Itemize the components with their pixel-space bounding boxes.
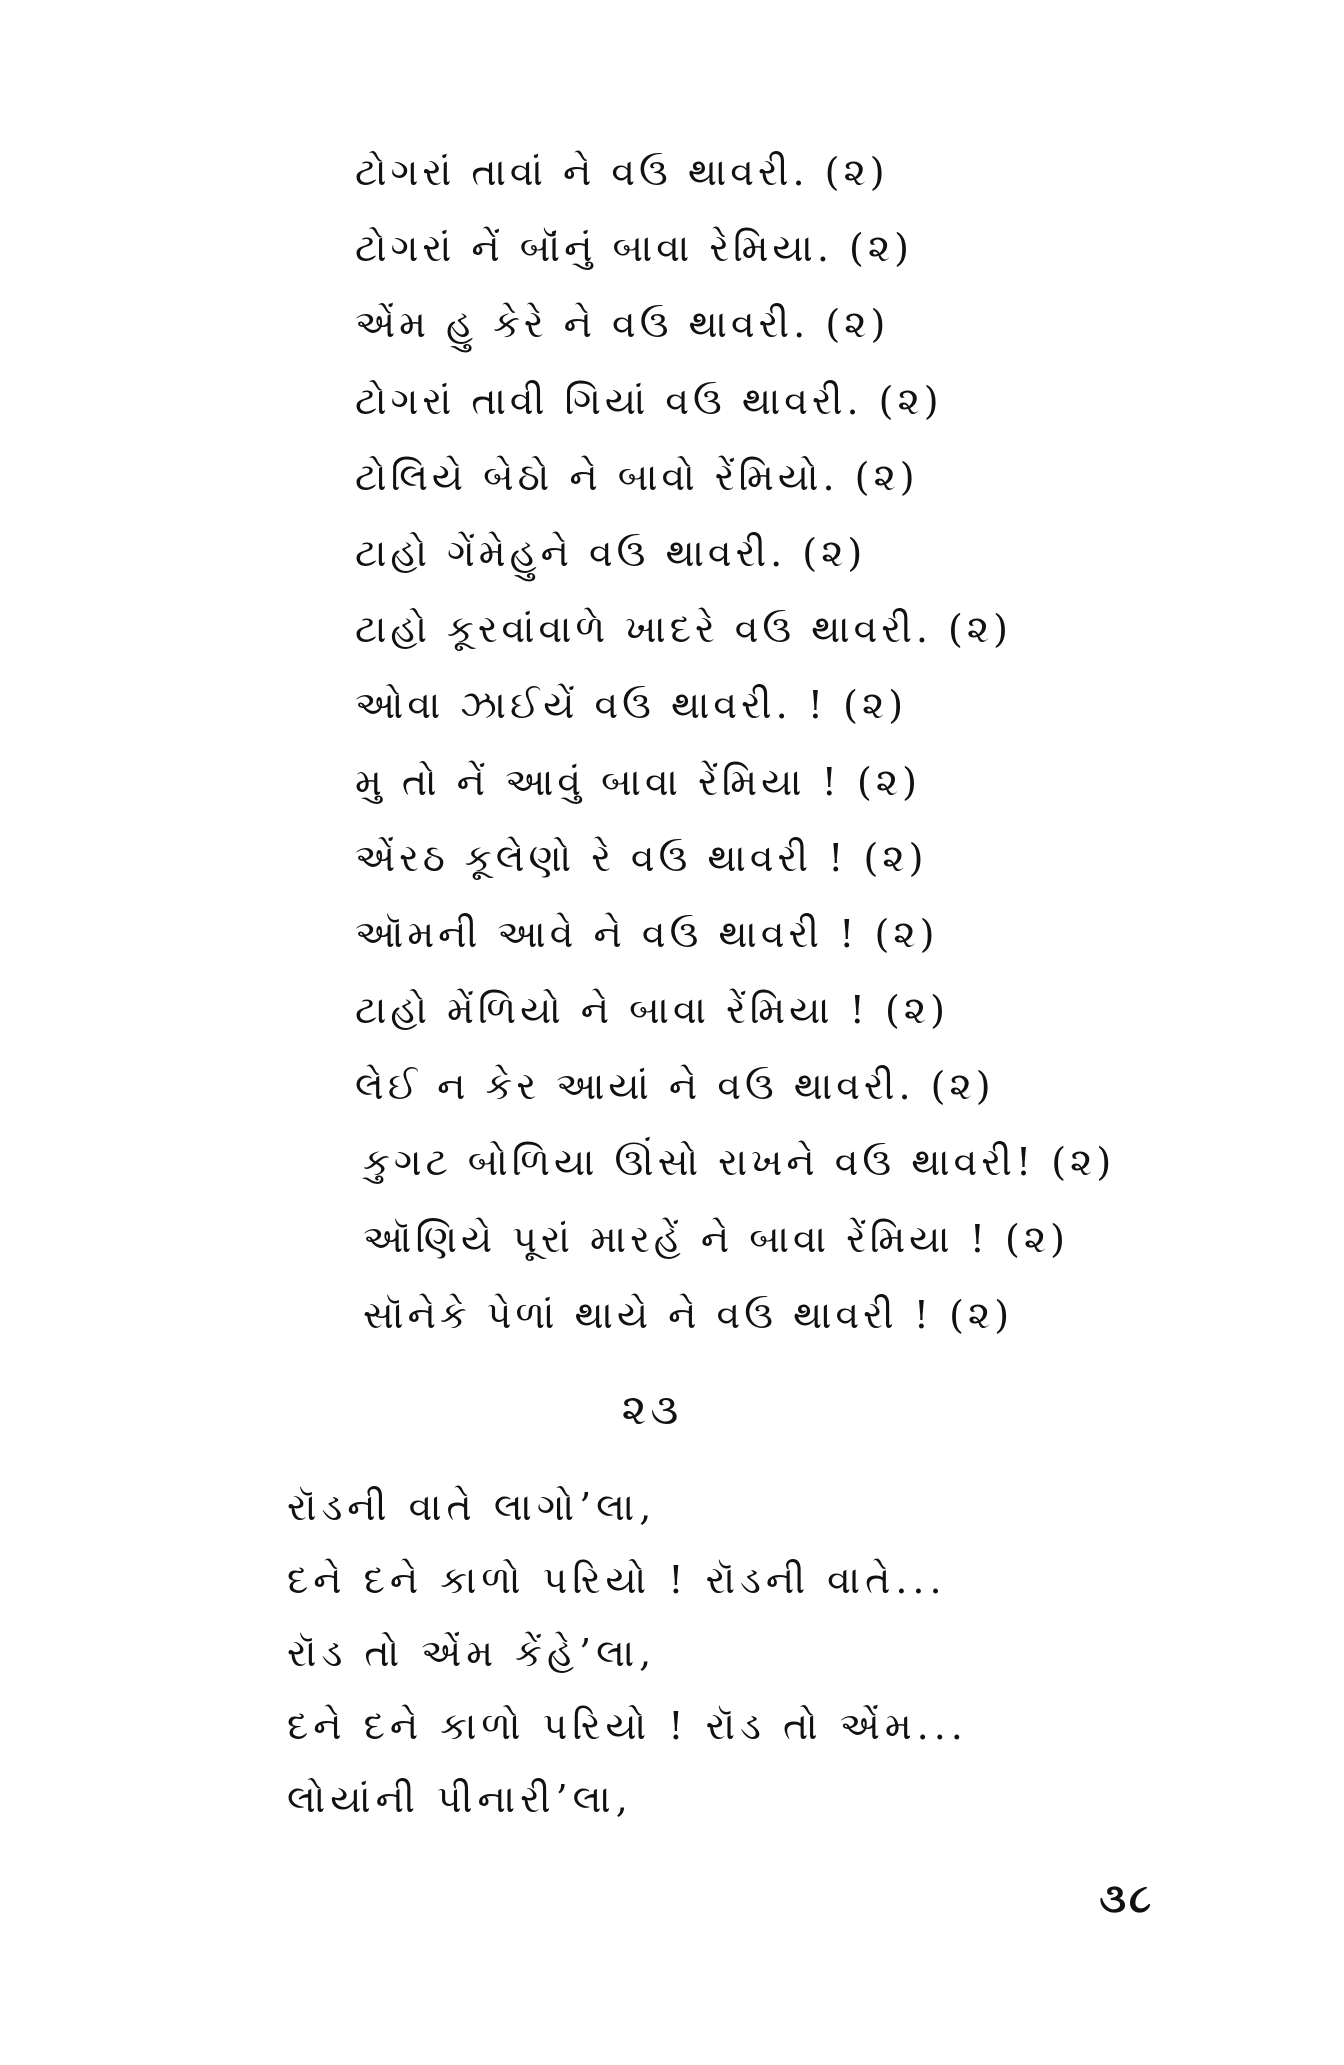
song-line: ટોગરાં તાવી ગિયાં વઉ થાવરી. (૨) <box>355 378 943 423</box>
poem-line: દને દને કાળો પરિયો ! રૉડની વાતે... <box>287 1558 947 1602</box>
poem-line: રૉડની વાતે લાગો’લા, <box>287 1485 657 1529</box>
section-number-label: ૨૩ <box>621 1385 683 1434</box>
song-line: ટાહો ગેંમેહુને વઉ થાવરી. (૨) <box>355 530 867 575</box>
song-line: ઓવા ઝાઈયેં વઉ થાવરી. ! (૨) <box>355 683 908 728</box>
page-number: ૩૮ <box>1099 1875 1154 1922</box>
song-line: ટોલિયે બેઠો ને બાવો રેંમિયો. (૨) <box>355 454 919 499</box>
poem-line: દને દને કાળો પરિયો ! રૉડ તો એંમ... <box>287 1704 968 1748</box>
poem-stanza <box>287 1475 1087 1840</box>
song-line: ટોગરાં તાવાં ને વઉ થાવરી. (૨) <box>355 150 889 194</box>
song-line: ટાહો કૂરવાંવાળે ખાદરે વઉ થાવરી. (૨) <box>355 607 1012 652</box>
section-number <box>0 1385 1344 1435</box>
song-line: કુગટ બોળિયા ઊંસો રાખને વઉ થાવરી! (૨) <box>363 1140 1116 1185</box>
song-line: મુ તો નેં આવું બાવા રેંમિયા ! (૨) <box>355 759 921 804</box>
song-line: સૉનેકે પેળાં થાયે ને વઉ થાવરી ! (૨) <box>363 1292 1014 1337</box>
poem-line: લોયાંની પીનારી’લા, <box>287 1777 633 1821</box>
song-stanza <box>355 140 1116 1359</box>
poem-line: રૉડ તો એંમ કેંહે’લા, <box>287 1631 657 1675</box>
song-line: ટોગરાં નેં બૉંનું બાવા રેમિયા. (૨) <box>355 226 913 271</box>
song-line: ઑમની આવે ને વઉ થાવરી ! (૨) <box>355 911 939 956</box>
song-line: લેઈ ન કેર આયાં ને વઉ થાવરી. (૨) <box>355 1064 995 1109</box>
song-line: ઑણિયે પૂરાં મારહેં ને બાવા રેંમિયા ! (૨) <box>363 1216 1069 1261</box>
song-line: એંરઠ કૂલેણો રે વઉ થાવરી ! (૨) <box>355 835 928 880</box>
song-line: એંમ હુ કેરે ને વઉ થાવરી. (૨) <box>355 302 890 347</box>
song-line: ટાહો મેંળિયો ને બાવા રેંમિયા ! (૨) <box>355 988 949 1033</box>
